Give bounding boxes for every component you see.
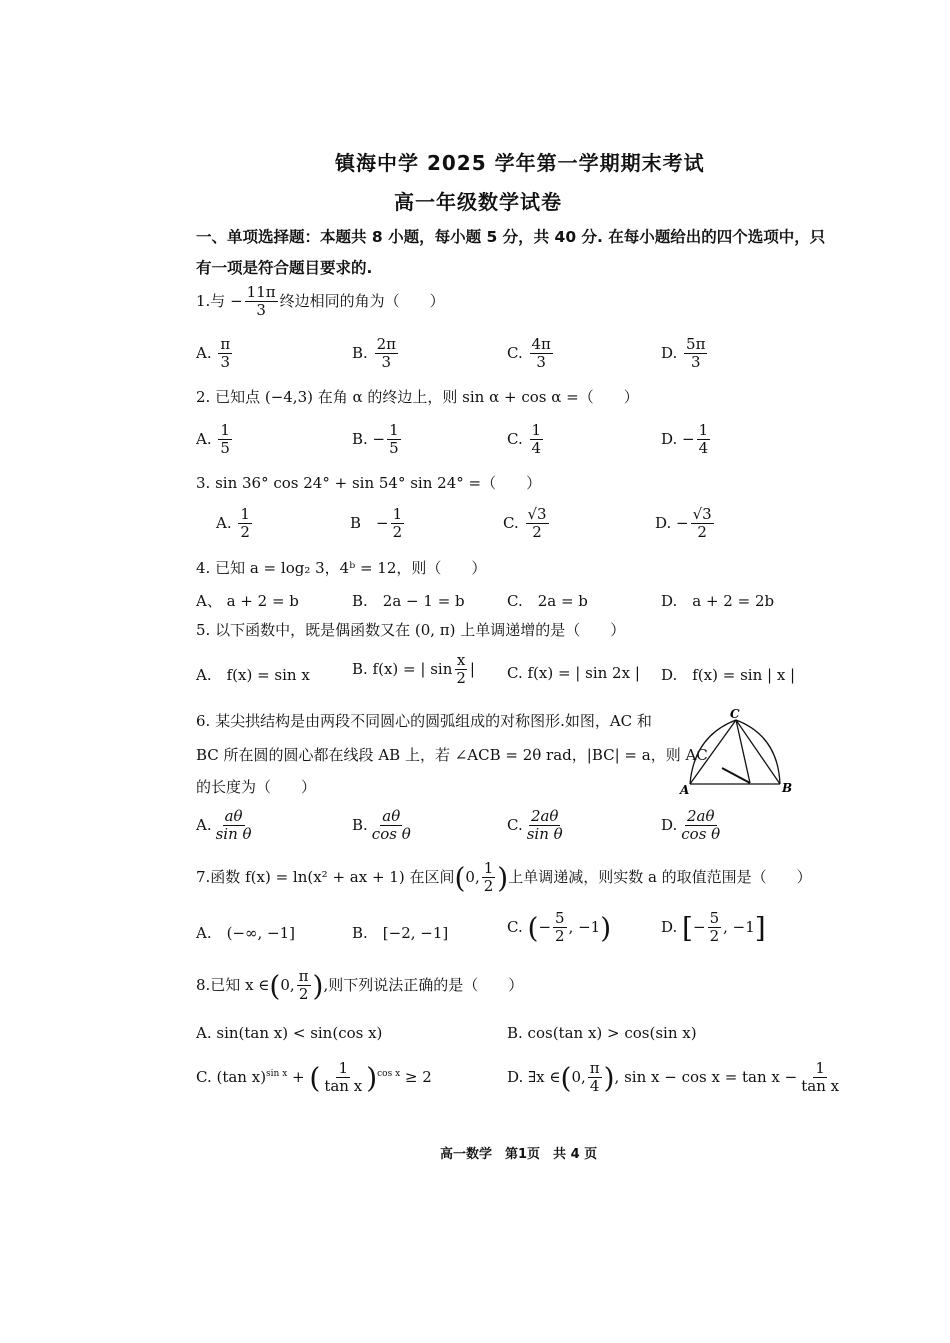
q4-option-a: A、 a + 2 = b: [196, 592, 299, 610]
q4-option-c: C. 2a = b: [507, 592, 588, 610]
q1-option-d: D. $\frac{5\pi}{3}$: [661, 335, 706, 372]
page-footer: 高一数学 第1页 共 4 页: [440, 1147, 598, 1162]
q2-option-d: D. − $\frac{1}{4}$: [661, 421, 709, 458]
q3-option-d: D. − $\frac{√3}{2}$: [655, 505, 712, 542]
question-8: 8.已知 x ∈(0, $\frac{\pi}{2}$ ),则下列说法正确的是（ ）: [196, 967, 524, 1004]
figure-label-a: A: [680, 783, 690, 797]
q6-option-a: A. $\frac{a\theta}{\text{sin θ}}$: [196, 807, 252, 844]
q6-option-c: C. $\frac{2a\theta}{\text{sin θ}}$: [507, 807, 563, 844]
q2-option-c: C. $\frac{1}{4}$: [507, 421, 542, 458]
q5-option-c: C. f(x) = | sin 2x |: [507, 664, 640, 682]
q8-option-d: D. ∃x ∈(0, $\frac{\pi}{4}$ ), sin x − cos x = tan x − $\frac{1}{\text{tan x}}$: [507, 1059, 840, 1096]
figure-label-c: C: [730, 708, 740, 721]
q8-option-b: B. cos(tan x) > cos(sin x): [507, 1024, 697, 1042]
q7-option-a: A. (−∞, −1]: [196, 924, 296, 942]
q8-option-a: A. sin(tan x) < sin(cos x): [196, 1024, 383, 1042]
q3-option-b: B − $\frac{1}{2}$: [350, 505, 403, 542]
q7-option-d: D. [− $\frac{5}{2}$ , −1]: [661, 909, 766, 946]
q7-option-b: B. [−2, −1]: [352, 924, 449, 942]
q8-option-c: C. (tan x)$^{sin x}$ + ( $\frac{1}{\text{tan x}}$ )$^{cos x}$ ≥ 2: [196, 1059, 432, 1096]
pointed-arch-figure: [672, 708, 802, 798]
section-heading: 一、单项选择题：本题共 8 小题，每小题 5 分，共 40 分. 在每小题给出的四个选项中，只: [196, 228, 826, 246]
q5-option-a: A. f(x) = sin x: [196, 666, 310, 684]
section-heading-cont: 有一项是符合题目要求的.: [196, 259, 373, 277]
q6-option-b: B. $\frac{a\theta}{\text{cos θ}}$: [352, 807, 411, 844]
q5-option-d: D. f(x) = sin | x |: [661, 666, 796, 684]
q3-option-c: C. $\frac{√3}{2}$: [503, 505, 547, 542]
q6-option-d: D. $\frac{2a\theta}{\text{cos θ}}$: [661, 807, 721, 844]
question-1: 1.与 − $\frac{11\pi}{3}$ 终边相同的角为（ ）: [196, 283, 445, 320]
exam-title: 镇海中学 2025 学年第一学期期末考试: [335, 151, 705, 175]
q1-option-b: B. $\frac{2\pi}{3}$: [352, 335, 396, 372]
q7-option-c: C. (− $\frac{5}{2}$ , −1): [507, 909, 612, 946]
chord-ac: [690, 720, 736, 784]
question-5: 5. 以下函数中，既是偶函数又在 (0, π) 上单调递增的是（ ）: [196, 621, 626, 639]
exam-subtitle: 高一年级数学试卷: [394, 190, 562, 214]
question-7: 7.函数 f(x) = ln(x² + ax + 1) 在区间(0, $\frac{1}{2}$ )上单调递减，则实数 a 的取值范围是（ ）: [196, 859, 812, 896]
q4-option-b: B. 2a − 1 = b: [352, 592, 465, 610]
question-4: 4. 已知 a = log₂ 3，4ᵇ = 12，则（ ）: [196, 559, 487, 577]
radius-line-2: [722, 768, 750, 783]
q1-option-c: C. $\frac{4\pi}{3}$: [507, 335, 551, 372]
question-6-cont: BC 所在圆的圆心都在线段 AB 上，若 ∠ACB = 2θ rad，|BC| = a，则 AC: [196, 746, 708, 764]
q4-option-d: D. a + 2 = 2b: [661, 592, 775, 610]
figure-label-b: B: [782, 781, 793, 795]
q2-option-a: A. $\frac{1}{5}$: [196, 421, 230, 458]
q5-option-b: B. f(x) = | sin $\frac{x}{2}$ |: [352, 651, 475, 688]
q2-option-b: B. − $\frac{1}{5}$: [352, 421, 399, 458]
q3-option-a: A. $\frac{1}{2}$: [216, 505, 250, 542]
question-3: 3. sin 36° cos 24° + sin 54° sin 24° =（ ）: [196, 474, 542, 492]
question-6: 6. 某尖拱结构是由两段不同圆心的圆弧组成的对称图形.如图，AC 和: [196, 712, 652, 730]
question-2: 2. 已知点 (−4,3) 在角 α 的终边上，则 sin α + cos α =（ ）: [196, 388, 639, 406]
q1-option-a: A. $\frac{\pi}{3}$: [196, 335, 231, 372]
question-6-cont2: 的长度为（ ）: [196, 778, 317, 796]
